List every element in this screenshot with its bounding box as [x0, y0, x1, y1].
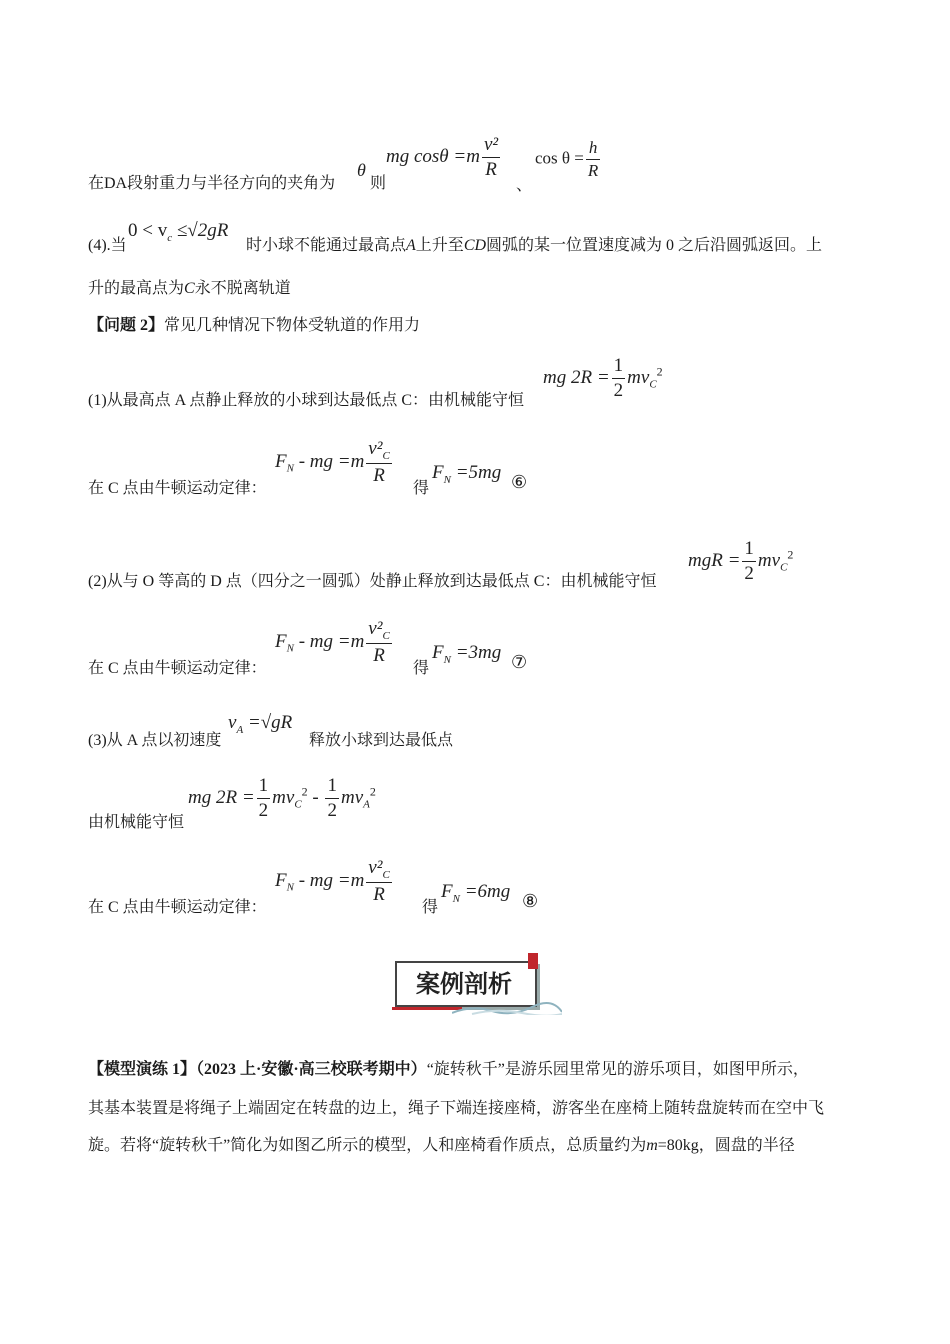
- mark-8: ⑧: [522, 891, 539, 911]
- mark-6: ⑥: [511, 472, 528, 492]
- case-2-result-de: 得: [413, 660, 430, 677]
- condition-text: 时小球不能通过最高点A上升至CD圆弧的某一位置速度减为 0 之后沿圆弧返回。上: [246, 237, 823, 254]
- case-2-text: (2)从与 O 等高的 D 点（四分之一圆弧）处静止释放到达最低点 C：由机械能守恒: [88, 573, 657, 590]
- formula-mgcos: mg cosθ =m $\frac{\text{v²}}{R}$: [386, 134, 499, 180]
- condition-text-line2: 升的最高点为C永不脱离轨道: [88, 280, 291, 297]
- angle-text-label: 在DA段射重力与半径方向的夹角为: [88, 175, 336, 192]
- case-2-energy-formula: mgR = $\frac{1}{2}$ $mv_C^2$: [688, 538, 794, 584]
- mark-7: ⑦: [511, 652, 528, 672]
- case-3-text-b: 释放小球到达最低点: [309, 732, 454, 749]
- case-1-newton-text: 在 C 点由牛顿运动定律：: [88, 480, 267, 497]
- case-1-energy-formula: mg 2R = $\frac{1}{2}$ $mv_C^2$: [543, 355, 663, 401]
- separator: 、: [516, 177, 533, 194]
- case-analysis-banner: [392, 953, 552, 1013]
- formula-cos: cos θ = $\frac{h}{R}$: [535, 138, 599, 180]
- case-3-result: $F_N =6mg$: [441, 881, 511, 905]
- formula-condition: $0 < v_c \le√2gR$: [128, 220, 229, 244]
- case-3-result-de: 得: [422, 899, 439, 916]
- theta-symbol: θ: [357, 160, 366, 180]
- case-3-text: (3)从 A 点以初速度: [88, 732, 222, 749]
- angle-text: [88, 170, 335, 193]
- then-text: 则: [370, 175, 387, 192]
- case-3-velocity-formula: $v_A =√gR$: [228, 712, 293, 736]
- case-1-text: (1)从最高点 A 点静止释放的小球到达最低点 C：由机械能守恒: [88, 392, 525, 409]
- example-line-3: 旋。若将“旋转秋千”简化为如图乙所示的模型，人和座椅看作质点，总质量约为m=80kg，圆盘的半径: [88, 1137, 795, 1154]
- condition-paragraph: (4).当: [88, 237, 127, 254]
- mountain-wave-icon: [452, 1001, 562, 1015]
- case-2-result: $F_N =3mg$: [432, 642, 502, 666]
- example-line-1: 【模型演练 1】（2023 上·安徽·高三校联考期中）“旋转秋千”是游乐园里常见的游乐项目，如图甲所示，: [88, 1061, 809, 1078]
- case-1-result: $F_N =5mg$: [432, 462, 502, 486]
- banner-red-tab: [528, 953, 538, 969]
- case-1-result-de: 得: [413, 480, 430, 497]
- case-3-newton-formula: $F_N$ - mg =m $\frac{v^2_C}{R}$: [275, 857, 390, 905]
- case-3-energy-text: 由机械能守恒: [88, 814, 185, 831]
- banner-title: 案例剖析: [416, 970, 512, 998]
- case-2-newton-formula: $F_N$ - mg =m $\frac{v^2_C}{R}$: [275, 618, 390, 666]
- example-line-2: 其基本装置是将绳子上端固定在转盘的边上，绳子下端连接座椅，游客坐在座椅上随转盘旋转而在空中飞: [88, 1100, 825, 1117]
- case-3-energy-formula: mg 2R = $\frac{1}{2}$ $mv_C^2$ - $\frac{1}{2}$ $mv_A^2$: [188, 775, 376, 821]
- case-1-newton-formula: $F_N$ - mg =m $\frac{v^2_C}{R}$: [275, 438, 390, 486]
- case-2-newton-text: 在 C 点由牛顿运动定律：: [88, 660, 267, 677]
- question-2-heading: 【问题 2】常见几种情况下物体受轨道的作用力: [88, 317, 421, 334]
- case-3-newton-text: 在 C 点由牛顿运动定律：: [88, 899, 267, 916]
